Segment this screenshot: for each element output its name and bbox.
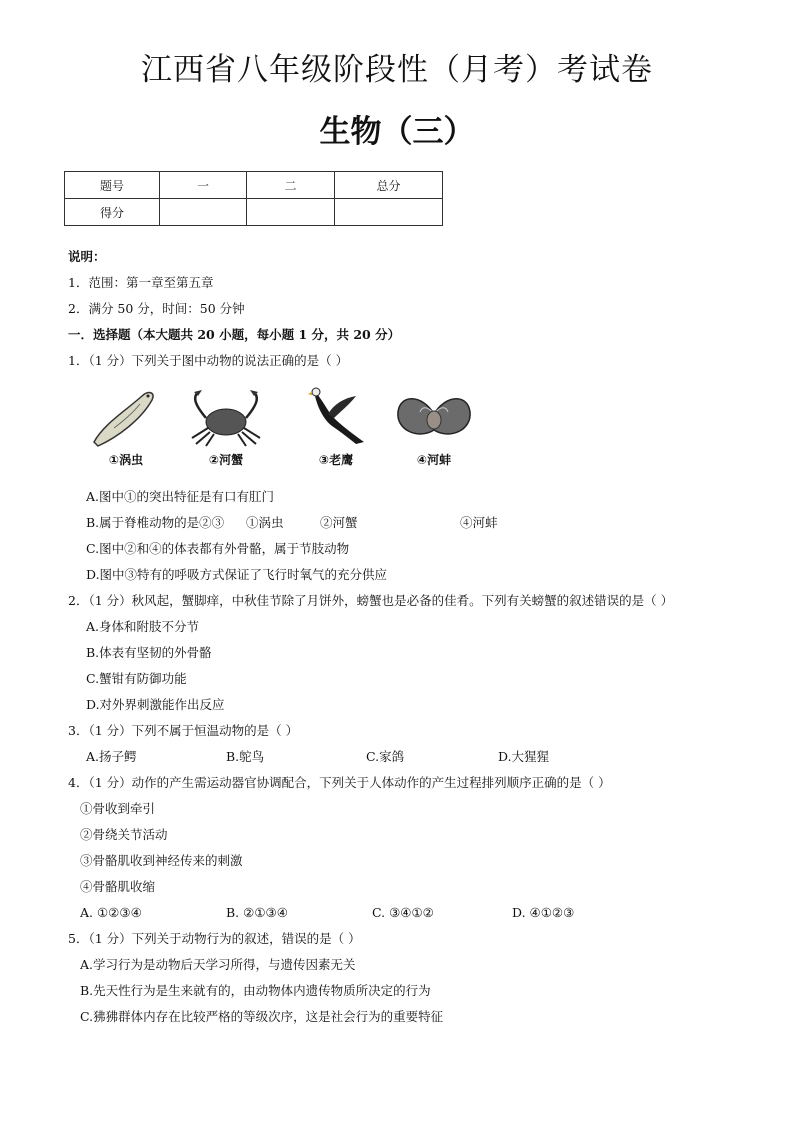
option-b: B. ②①③④: [226, 905, 288, 920]
score-header-cell: 一: [160, 172, 247, 199]
question-stem: 1．（1 分）下列关于图中动物的说法正确的是（ ）: [68, 353, 349, 368]
figure-label: ②河蟹: [208, 453, 244, 467]
crab-icon: [184, 384, 268, 450]
score-table-header-row: [65, 172, 443, 199]
instructions-heading: 说明：: [68, 249, 106, 264]
score-table-row: [65, 199, 443, 226]
exam-subtitle: 生物（三）: [319, 114, 475, 150]
option-b-row: [86, 515, 586, 531]
option-c: C.狒狒群体内存在比较严格的等级次序，这是社会行为的重要特征: [80, 1009, 444, 1024]
score-header-cell: 二: [247, 172, 335, 199]
option-a: A.身体和附肢不分节: [86, 619, 200, 634]
step-item: ③骨骼肌收到神经传来的刺激: [80, 853, 243, 868]
option-d: D.对外界刺激能作出反应: [86, 697, 225, 712]
option-a: A. ①②③④: [80, 905, 142, 920]
instruction-item: 1．范围：第一章至第五章: [68, 275, 214, 290]
animal-figure: [84, 384, 484, 470]
question-stem: 2．（1 分）秋风起，蟹脚痒，中秋佳节除了月饼外，螃蟹也是必备的佳肴。下列有关螃蟹的叙述错误的是（ ）: [68, 593, 674, 608]
option-d: D.大猩猩: [498, 749, 550, 764]
score-header-cell: 题号: [65, 172, 160, 199]
option-a: A.图中①的突出特征是有口有肛门: [86, 489, 275, 504]
figure-label: ①涡虫: [108, 453, 144, 467]
question-stem: 5．（1 分）下列关于动物行为的叙述，错误的是（ ）: [68, 931, 361, 946]
option-b: B.先天性行为是生来就有的，由动物体内遗传物质所决定的行为: [80, 983, 431, 998]
option-b: B.体表有坚韧的外骨骼: [86, 645, 212, 660]
option-c: C. ③④①②: [372, 905, 434, 920]
score-cell: [335, 199, 443, 226]
instruction-item: 2．满分 50 分，时间：50 分钟: [68, 301, 245, 316]
figure-label: ③老鹰: [318, 453, 354, 467]
step-item: ②骨绕关节活动: [80, 827, 168, 842]
option-d: D. ④①②③: [512, 905, 575, 920]
score-header-cell: 总分: [335, 172, 443, 199]
section-heading: 一．选择题（本大题共 20 小题，每小题 1 分，共 20 分）: [68, 327, 401, 342]
option-d: D.图中③特有的呼吸方式保证了飞行时氧气的充分供应: [86, 567, 388, 582]
eagle-figure: [294, 384, 378, 470]
option-b: B.鸵鸟: [226, 749, 265, 764]
option-b: B.属于脊椎动物的是②③: [86, 515, 225, 530]
exam-title: 江西省八年级阶段性（月考）考试卷: [141, 52, 653, 88]
step-item: ④骨骼肌收缩: [80, 879, 156, 894]
score-cell: [247, 199, 335, 226]
option-c: C.家鸽: [366, 749, 405, 764]
eagle-icon: [294, 384, 378, 450]
flatworm-figure: [84, 384, 168, 470]
step-item: ①骨收到牵引: [80, 801, 156, 816]
option-b-item: ④河蚌: [460, 515, 498, 530]
options-row: [80, 905, 640, 921]
flatworm-icon: [84, 384, 168, 450]
option-b-item: ①涡虫: [246, 515, 284, 530]
score-row-label: 得分: [65, 199, 160, 226]
mussel-figure: [392, 384, 476, 470]
option-c: C.蟹钳有防御功能: [86, 671, 187, 686]
question-stem: 4．（1 分）动作的产生需运动器官协调配合，下列关于人体动作的产生过程排列顺序正确的是（ ）: [68, 775, 611, 790]
figure-label: ④河蚌: [416, 453, 452, 467]
option-b-item: ②河蟹: [320, 515, 358, 530]
option-a: A.学习行为是动物后天学习所得，与遗传因素无关: [80, 957, 356, 972]
score-table: [64, 171, 443, 226]
question-stem: 3．（1 分）下列不属于恒温动物的是（ ）: [68, 723, 299, 738]
option-c: C.图中②和④的体表都有外骨骼，属于节肢动物: [86, 541, 350, 556]
crab-figure: [184, 384, 268, 470]
options-row: [86, 749, 646, 765]
mussel-icon: [392, 384, 476, 450]
option-a: A.扬子鳄: [86, 749, 137, 764]
score-cell: [160, 199, 247, 226]
